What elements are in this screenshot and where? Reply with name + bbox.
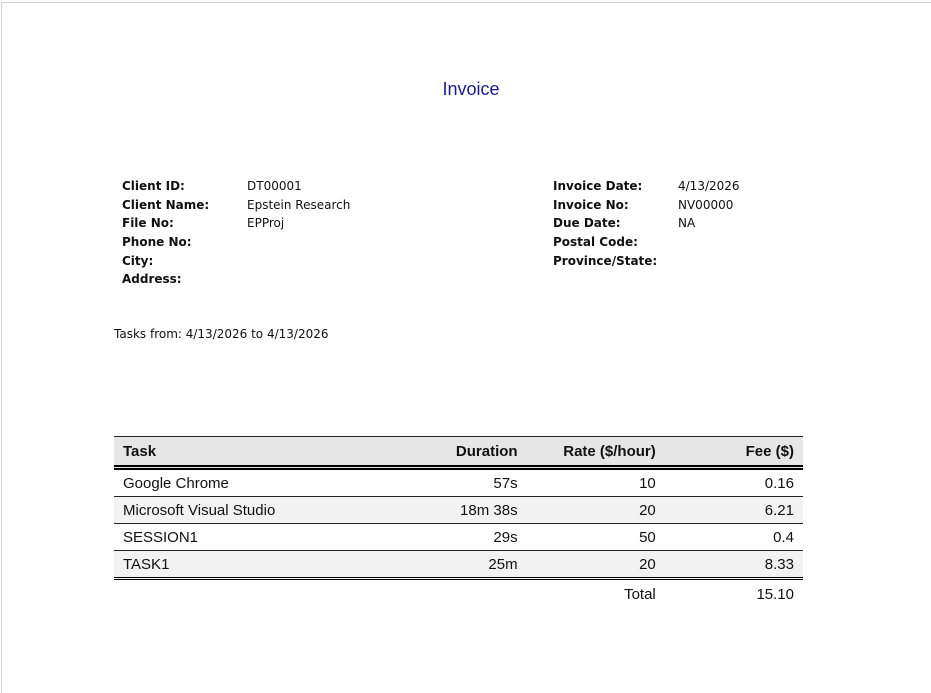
city-row: [122, 252, 350, 271]
field-label: Phone No:: [122, 235, 192, 250]
field-value: EPProj: [247, 216, 285, 231]
tasks-table: [114, 436, 803, 608]
field-value: NV00000: [678, 197, 734, 212]
field-label: Province/State:: [553, 253, 658, 268]
table-row: [114, 468, 803, 497]
invoice-page: [1, 2, 931, 693]
phone-no-row: [122, 233, 350, 252]
field-label: Address:: [122, 272, 182, 287]
field-label: Invoice No:: [553, 197, 629, 212]
field-label: Invoice Date:: [553, 179, 643, 193]
cell-duration: 18m 38s: [390, 497, 526, 524]
client-name-row: [122, 196, 350, 215]
header-rate: Rate ($/hour): [527, 437, 665, 468]
cell-rate: 20: [527, 497, 665, 524]
task-date-range: Tasks from: 4/13/2026 to 4/13/2026: [114, 327, 329, 341]
cell-duration: 25m: [390, 551, 526, 579]
field-value: DT00001: [247, 179, 302, 193]
field-label: City:: [122, 253, 154, 268]
header-fee: Fee ($): [665, 437, 803, 468]
field-value: 4/13/2026: [678, 179, 740, 193]
total-row: [114, 579, 803, 609]
field-label: Client ID:: [122, 179, 185, 193]
invoice-no-row: [553, 196, 740, 215]
field-label: Client Name:: [122, 197, 210, 212]
invoice-title: Invoice: [442, 79, 500, 99]
table-row: [114, 524, 803, 551]
cell-fee: 8.33: [665, 551, 803, 579]
cell-duration: 57s: [390, 468, 526, 497]
due-date-row: [553, 214, 740, 233]
table-row: [114, 551, 803, 579]
postal-code-row: [553, 233, 740, 252]
empty-cell: [390, 579, 526, 609]
invoice-info: [553, 177, 740, 270]
table-row: [114, 497, 803, 524]
address-row: [122, 270, 350, 289]
cell-task: Google Chrome: [114, 468, 390, 497]
cell-fee: 6.21: [665, 497, 803, 524]
field-label: File No:: [122, 216, 174, 231]
field-label: Postal Code:: [553, 235, 638, 250]
invoice-date-row: [553, 177, 740, 196]
province-state-row: [553, 252, 740, 271]
field-value: Epstein Research: [247, 197, 351, 212]
header-task: Task: [114, 437, 390, 468]
client-id-row: [122, 177, 350, 196]
cell-duration: 29s: [390, 524, 526, 551]
cell-rate: 50: [527, 524, 665, 551]
cell-rate: 10: [527, 468, 665, 497]
header-duration: Duration: [390, 437, 526, 468]
total-value: 15.10: [756, 585, 794, 603]
cell-fee: 0.16: [665, 468, 803, 497]
cell-rate: 20: [527, 551, 665, 579]
cell-task: TASK1: [114, 551, 390, 579]
cell-fee: 0.4: [665, 524, 803, 551]
field-value: NA: [678, 216, 696, 231]
file-no-row: [122, 214, 350, 233]
empty-cell: [114, 579, 390, 609]
table-header-row: [114, 437, 803, 468]
field-label: Due Date:: [553, 216, 621, 231]
client-info: [122, 177, 350, 289]
cell-task: Microsoft Visual Studio: [114, 497, 390, 524]
total-label: Total: [624, 585, 656, 603]
cell-task: SESSION1: [114, 524, 390, 551]
